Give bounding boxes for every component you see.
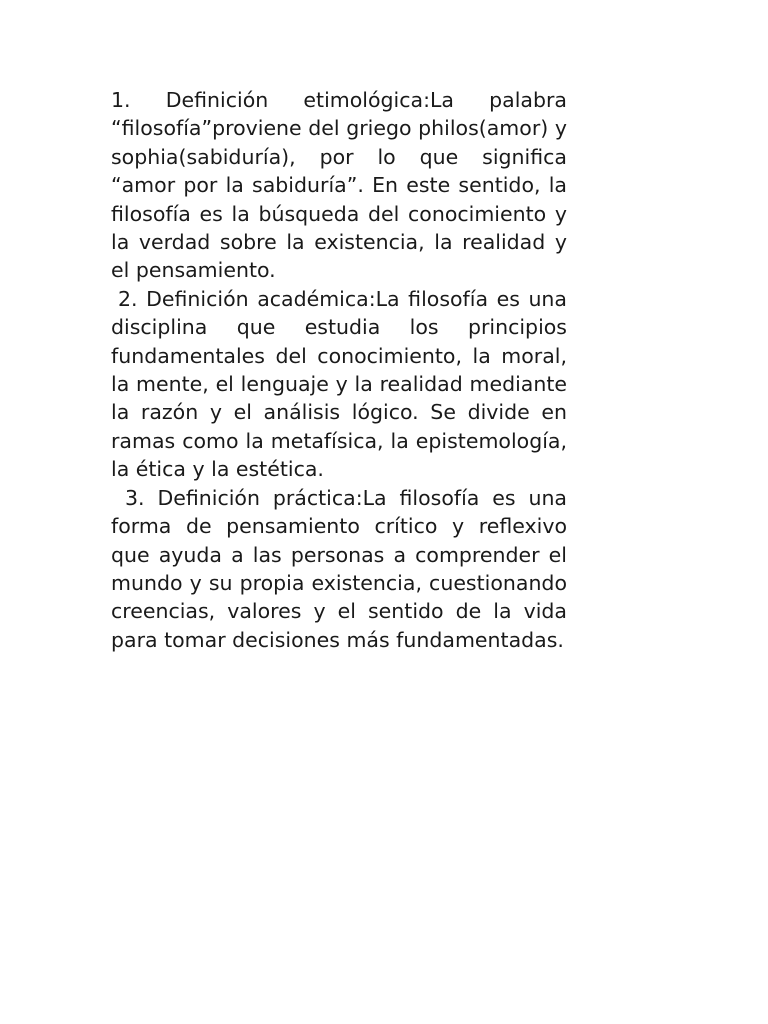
document-body [111,86,567,654]
paragraph-academic-definition: 2. Definición académica:La filosofía es una disciplina que estudia los principios fundamentales del conocimiento, la moral, la mente, el lenguaje y la realidad mediante la razón y el análisis lógico. Se divide en ramas como la metafísica, la epistemología, la ética y la estética. [111,286,567,482]
paragraph-etymological-definition: 1. Definición etimológica:La palabra “filosofía”proviene del griego philos(amor) y sophia(sabiduría), por lo que significa “amor por la sabiduría”. En este sentido, la filosofía es la búsqueda del conocimiento y la verdad sobre la existencia, la realidad y el pensamiento. [111,88,567,283]
paragraph-practical-definition: 3. Definición práctica:La filosofía es una forma de pensamiento crítico y reflexivo que ayuda a las personas a comprender el mundo y su propia existencia, cuestionando creencias, valores y el sentido de la vida para tomar decisiones más fundamentadas. [111,485,567,652]
